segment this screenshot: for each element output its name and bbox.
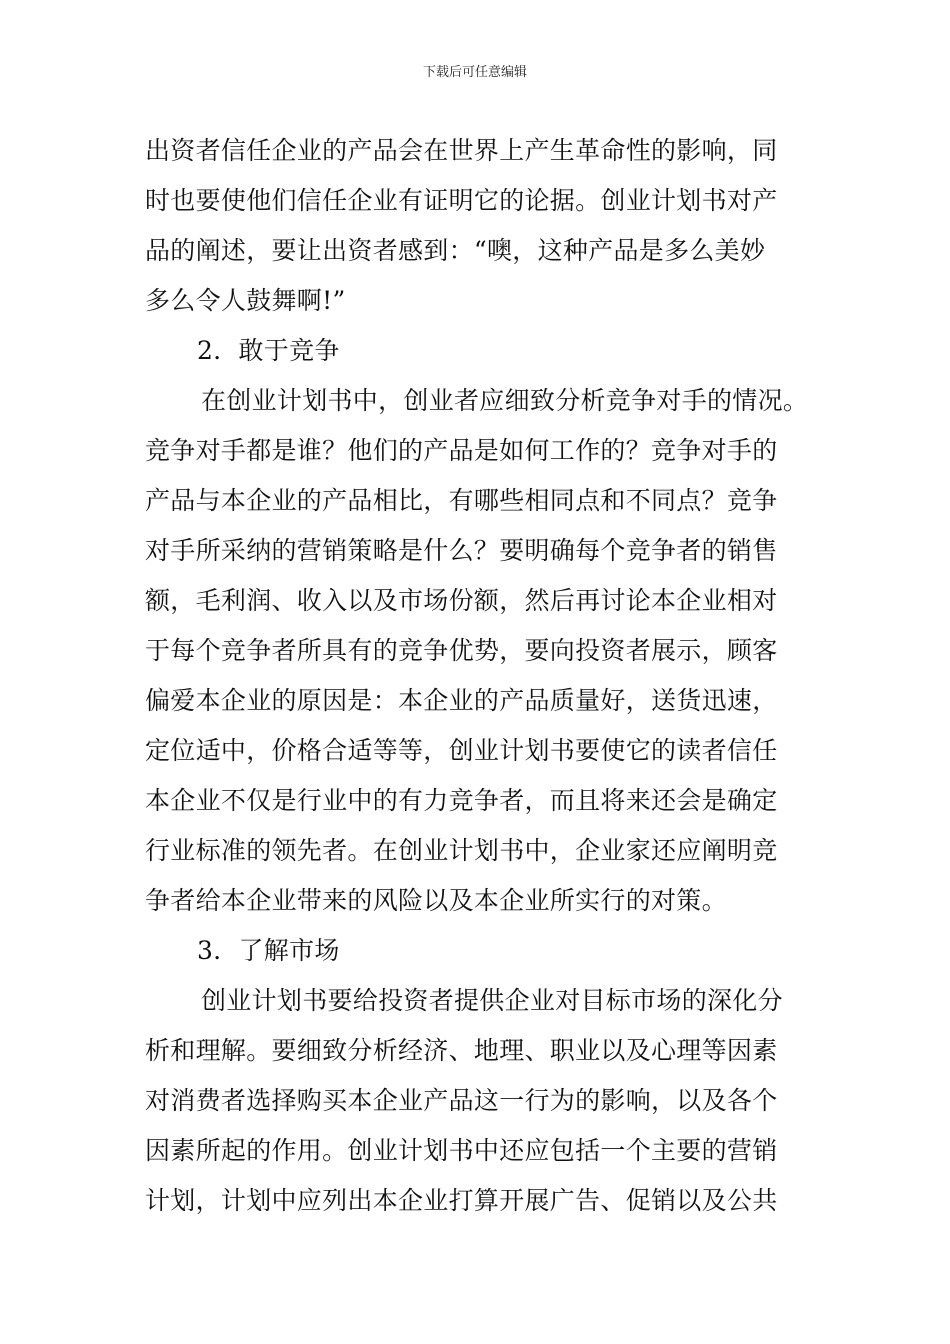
text-line: 争者给本企业带来的风险以及本企业所实行的对策。 (145, 886, 727, 915)
section-heading: 2．敢于竞争 (197, 336, 340, 365)
page-header: 下载后可任意编辑 (422, 65, 527, 80)
text-line: 于每个竞争者所具有的竞争优势，要向投资者展示，顾客 (145, 636, 778, 665)
section-heading: 3．了解市场 (197, 936, 340, 965)
text-line: 本企业不仅是行业中的有力竞争者，而且将来还会是确定 (145, 786, 778, 815)
text-line: 出资者信任企业的产品会在世界上产生革命性的影响，同 (145, 136, 778, 165)
document-body (145, 126, 815, 1226)
text-line: 创业计划书要给投资者提供企业对目标市场的深化分 (201, 986, 783, 1015)
text-line: 行业标准的领先者。在创业计划书中，企业家还应阐明竞 (145, 836, 778, 865)
text-line: 额，毛利润、收入以及市场份额，然后再讨论本企业相对 (145, 586, 778, 615)
text-line: 产品与本企业的产品相比，有哪些相同点和不同点？竞争 (145, 486, 778, 515)
text-line: 对手所采纳的营销策略是什么？要明确每个竞争者的销售 (145, 536, 778, 565)
text-line: 时也要使他们信任企业有证明它的论据。创业计划书对产 (145, 186, 778, 215)
text-line: 在创业计划书中，创业者应细致分析竞争对手的情况。 (201, 386, 809, 415)
text-line: 析和理解。要细致分析经济、地理、职业以及心理等因素 (145, 1036, 778, 1065)
text-line: 偏爱本企业的原因是：本企业的产品质量好，送货迅速， (145, 686, 778, 715)
text-line: 对消费者选择购买本企业产品这一行为的影响，以及各个 (145, 1086, 778, 1115)
text-line: 竞争对手都是谁？他们的产品是如何工作的？竞争对手的 (145, 436, 778, 465)
text-line: 计划，计划中应列出本企业打算开展广告、促销以及公共 (145, 1186, 778, 1215)
text-line: 定位适中，价格合适等等，创业计划书要使它的读者信任 (145, 736, 778, 765)
text-line: 品的阐述，要让出资者感到：“噢，这种产品是多么美妙 (145, 236, 766, 265)
text-line: 多么令人鼓舞啊!” (145, 286, 346, 315)
text-line: 因素所起的作用。创业计划书中还应包括一个主要的营销 (145, 1136, 778, 1165)
